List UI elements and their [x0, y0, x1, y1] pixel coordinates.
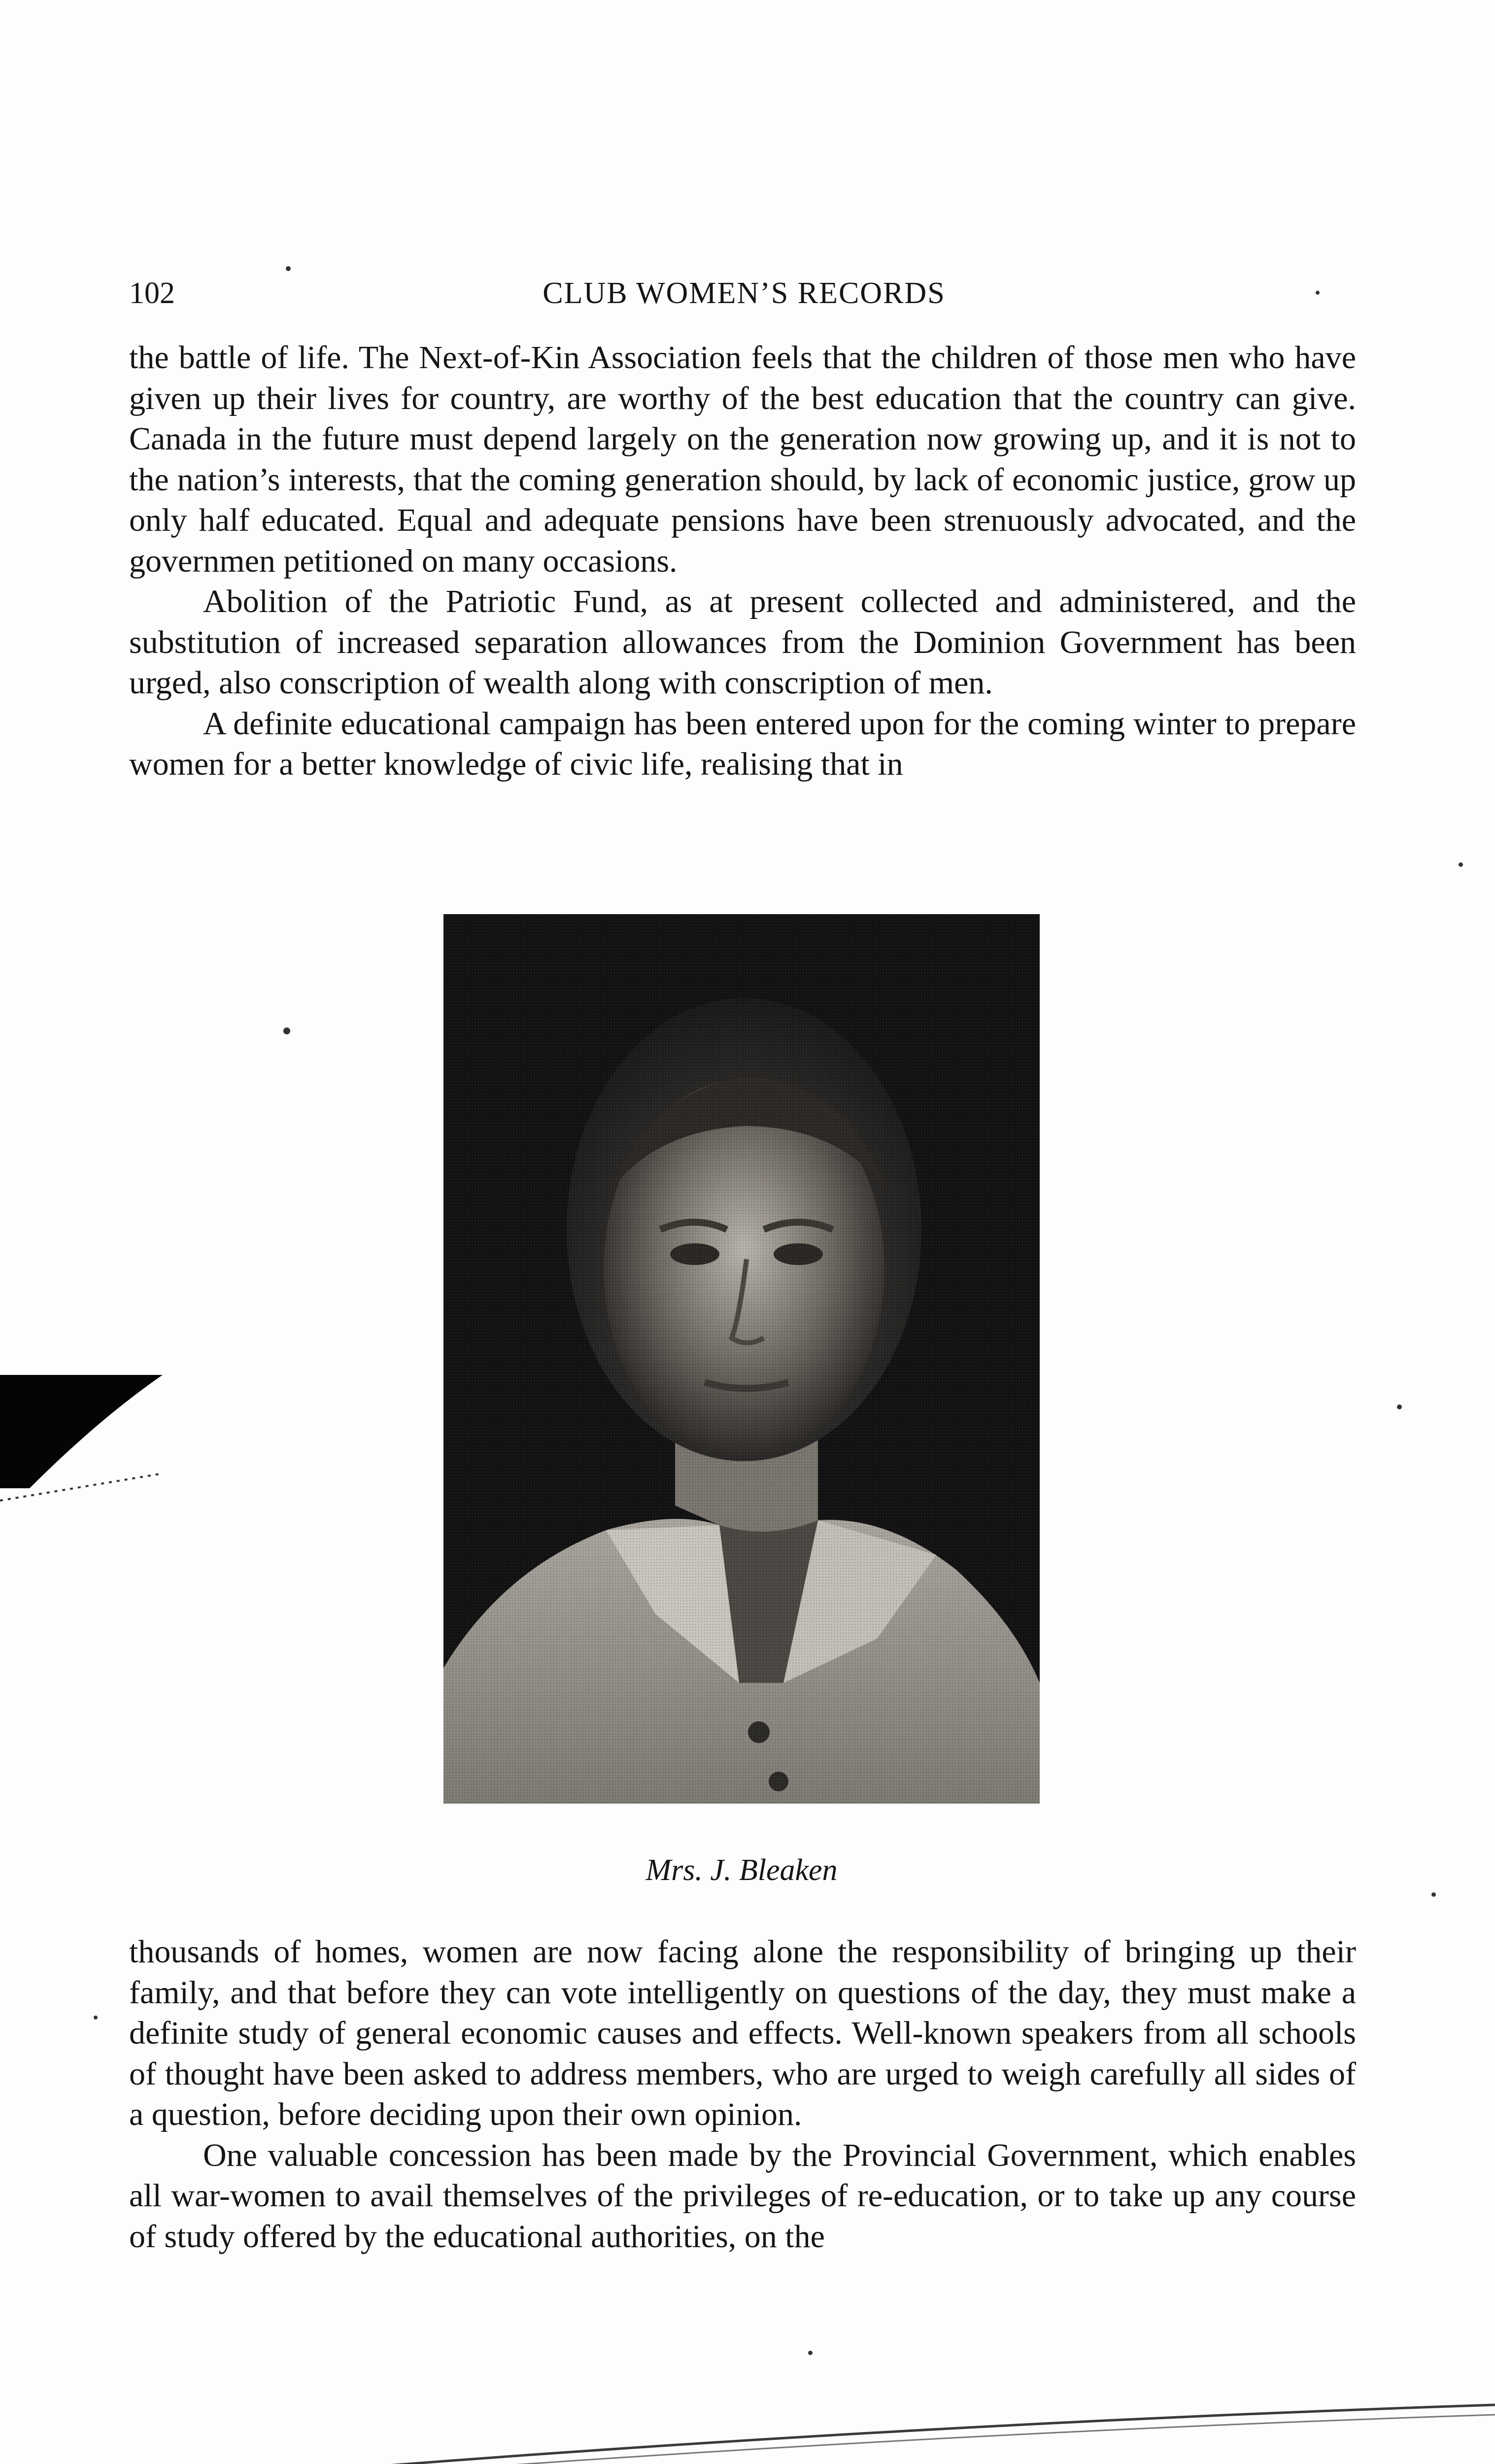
- body-text-bottom: [129, 1932, 1356, 2257]
- dust-speck: [1397, 1404, 1402, 1409]
- portrait-photo: [443, 914, 1040, 1804]
- paragraph: One valuable concession has been made by the Provincial Government, which enables all war-women to avail themselves of the privileges of re-education, or to take up any course of study offered by the educational authorities, on the: [129, 2137, 1356, 2255]
- dust-speck: [94, 2016, 98, 2019]
- paragraph: the battle of life. The Next-of-Kin Association feels that the children of those men who have given up their lives for country, are worthy of the best education that the country can give. Canada in the future must depend largely on the generation now growing up, and it is not to the nation’s interests, that the coming generation should, by lack of economic justice, grow up only half educated. Equal and adequate pensions have been strenuously advocated, and the governmen petitioned on many occasions.: [129, 340, 1356, 579]
- photo-caption: Mrs. J. Bleaken: [646, 1853, 838, 1887]
- dust-speck: [808, 2351, 813, 2355]
- body-text-top: [129, 338, 1356, 785]
- page-header: [0, 274, 1495, 313]
- dust-speck: [1459, 862, 1463, 867]
- paragraph: thousands of homes, women are now facing alone the responsibility of bringing up their family, and that before they can vote intelligently on questions of the day, they must make a definite study of general economic causes and effects. Well-known speakers from all schools of thought have been asked to address members, who are urged to weigh carefully all sides of a question, before deciding upon their own opinion.: [129, 1934, 1356, 2132]
- dust-speck: [283, 1027, 290, 1034]
- margin-mark: [0, 1375, 168, 1508]
- running-title: CLUB WOMEN’S RECORDS: [543, 276, 946, 310]
- dust-speck: [1316, 291, 1320, 295]
- dust-speck: [286, 266, 291, 271]
- dust-speck: [1431, 1892, 1436, 1897]
- paragraph: Abolition of the Patriotic Fund, as at present collected and administered, and the substitution of increased separation allowances from the Dominion Government has been urged, also conscription of wealth along with conscription of men.: [129, 583, 1356, 701]
- paragraph: A definite educational campaign has been entered upon for the coming winter to prepare women for a better knowledge of civic life, realising that in: [129, 705, 1356, 782]
- page-number: 102: [129, 276, 175, 310]
- page-edge-rule: [0, 2395, 1495, 2464]
